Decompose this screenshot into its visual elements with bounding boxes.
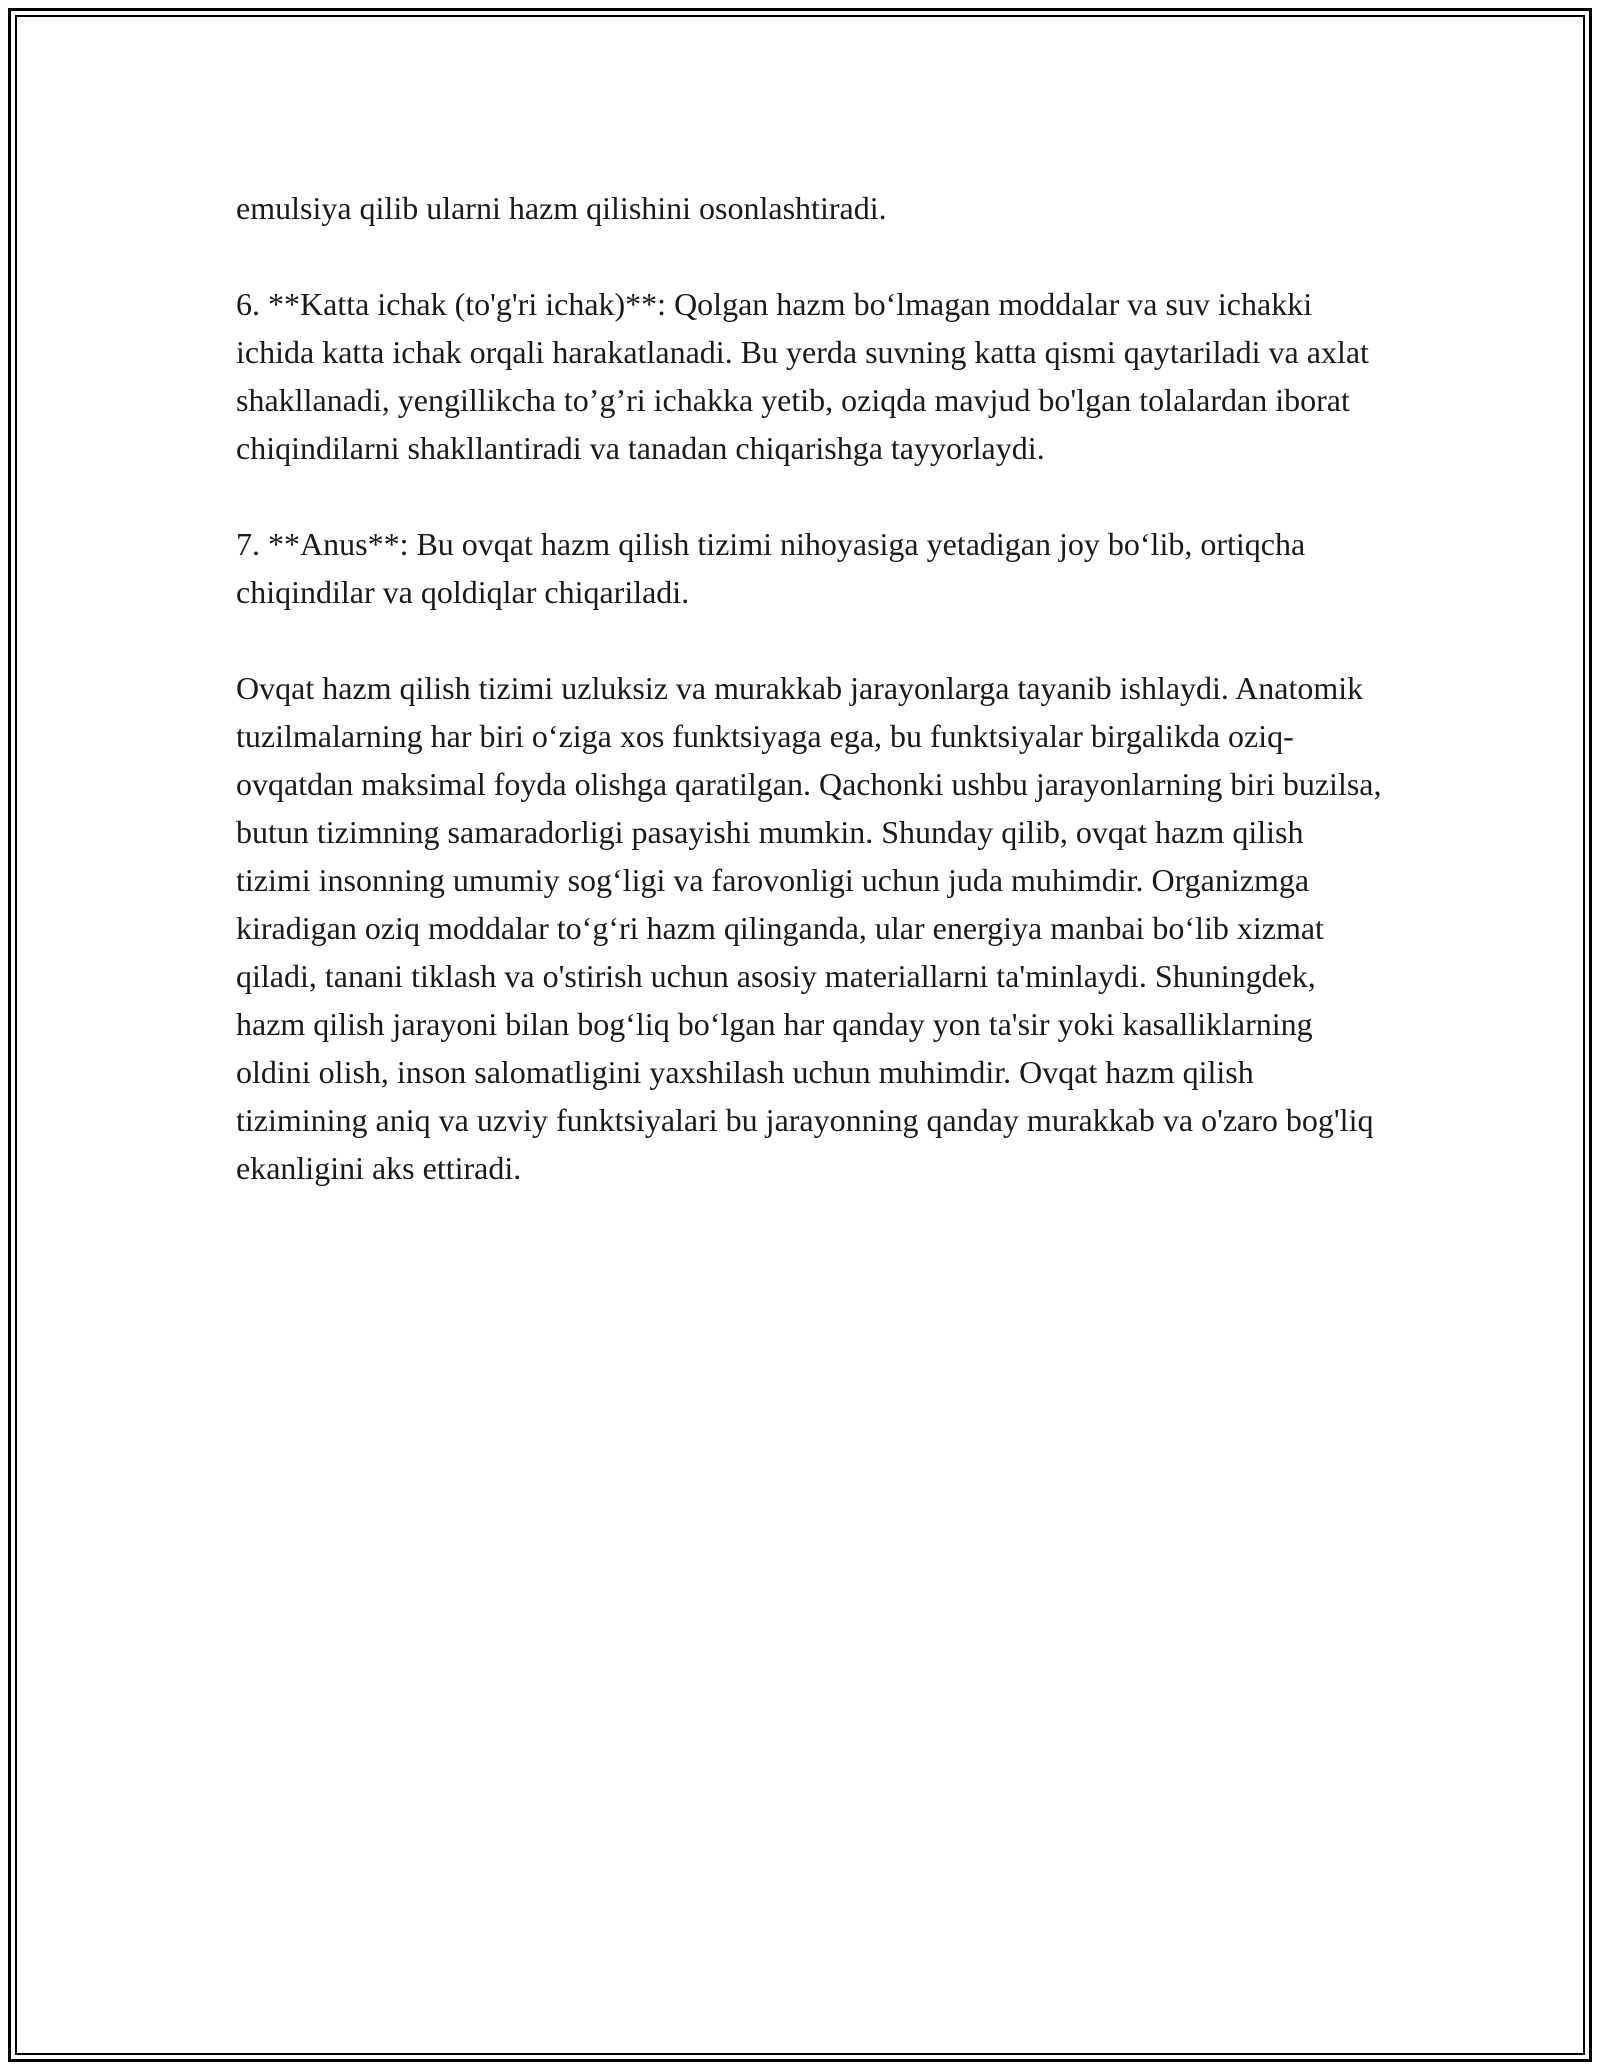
paragraph-continuation: emulsiya qilib ularni hazm qilishini osonlashtiradi. <box>236 190 887 226</box>
paragraph-large-intestine: 6. **Katta ichak (to'g'ri ichak)**: Qolgan hazm bo‘lmagan moddalar va suv ichakki ichida katta ichak orqali harakatlanadi. Bu yerda suvning katta qismi qaytariladi va axlat shakllanadi, yengillikcha to’g’ri ichakka yetib, oziqda mavjud bo'lgan tolalardan iborat chiqindilarni shakllantiradi va tanadan chiqarishga tayyorlaydi. <box>236 286 1369 466</box>
document-body <box>236 184 1386 1240</box>
paragraph-anus: 7. **Anus**: Bu ovqat hazm qilish tizimi nihoyasiga yetadigan joy bo‘lib, ortiqcha chiqindilar va qoldiqlar chiqariladi. <box>236 526 1306 610</box>
paragraph-conclusion: Ovqat hazm qilish tizimi uzluksiz va murakkab jarayonlarga tayanib ishlaydi. Anatomik tuzilmalarning har biri o‘ziga xos funktsiyaga ega, bu funktsiyalar birgalikda oziq-ovqatdan maksimal foyda olishga qaratilgan. Qachonki ushbu jarayonlarning biri buzilsa, butun tizimning samaradorligi pasayishi mumkin. Shunday qilib, ovqat hazm qilish tizimi insonning umumiy sog‘ligi va farovonligi uchun juda muhimdir. Organizmga kiradigan oziq moddalar to‘g‘ri hazm qilinganda, ular energiya manbai bo‘lib xizmat qiladi, tanani tiklash va o'stirish uchun asosiy materiallarni ta'minlaydi. Shuningdek, hazm qilish jarayoni bilan bog‘liq bo‘lgan har qanday yon ta'sir yoki kasalliklarning oldini olish, inson salomatligini yaxshilash uchun muhimdir. Ovqat hazm qilish tizimining aniq va uzviy funktsiyalari bu jarayonning qanday murakkab va o'zaro bog'liq ekanligini aks ettiradi. <box>236 670 1382 1186</box>
